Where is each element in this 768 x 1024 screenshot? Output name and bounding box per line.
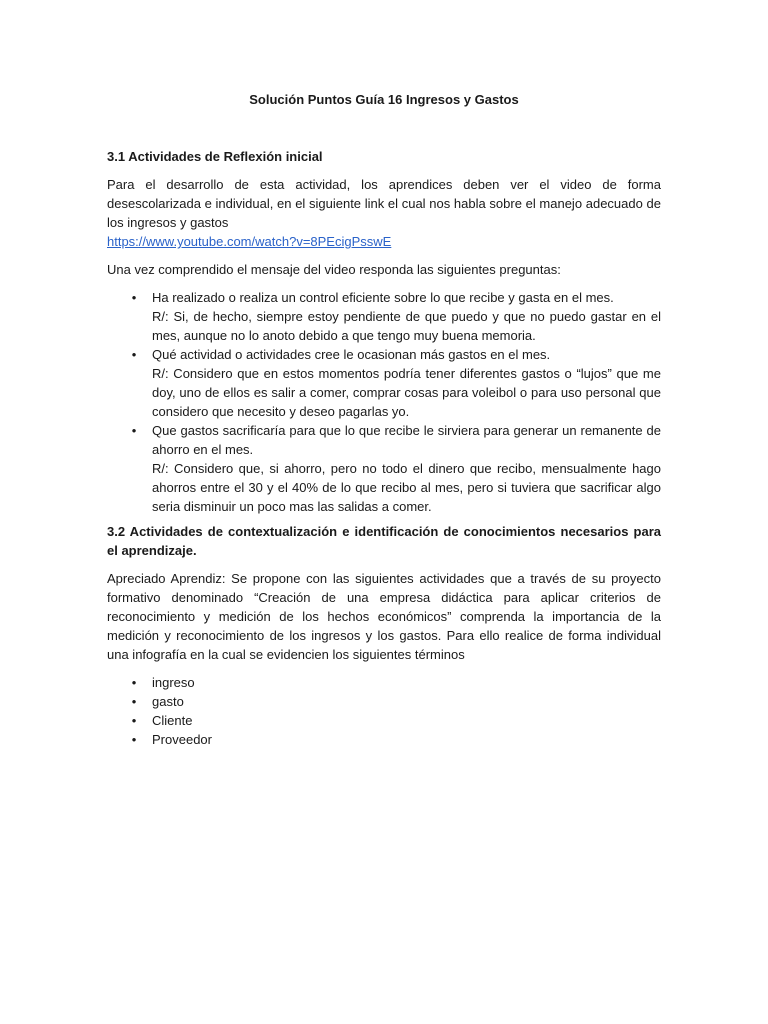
terms-list bbox=[107, 673, 661, 749]
term-text: Proveedor bbox=[152, 732, 212, 747]
bullet-icon: • bbox=[131, 347, 137, 362]
bullet-icon: • bbox=[131, 713, 137, 728]
list-item bbox=[107, 730, 661, 749]
term-text: ingreso bbox=[152, 675, 195, 690]
section-1-heading: 3.1 Actividades de Reflexión inicial bbox=[107, 149, 323, 164]
term-text: gasto bbox=[152, 694, 184, 709]
question-text: Qué actividad o actividades cree le ocasionan más gastos en el mes. bbox=[152, 347, 551, 362]
list-item bbox=[107, 288, 661, 345]
term-text: Cliente bbox=[152, 713, 193, 728]
question-text: Ha realizado o realiza un control eficiente sobre lo que recibe y gasta en el mes. bbox=[152, 290, 614, 305]
list-item bbox=[107, 421, 661, 516]
section-1-prompt: Una vez comprendido el mensaje del video responda las siguientes preguntas: bbox=[107, 262, 561, 277]
bullet-icon: • bbox=[131, 290, 137, 305]
questions-list bbox=[107, 288, 661, 516]
bullet-icon: • bbox=[131, 732, 137, 747]
answer-text: R/: Si, de hecho, siempre estoy pendiente de que puedo y que no puedo gastar en el mes, aunque no lo anoto debido a que tengo muy buena memoria. bbox=[152, 309, 661, 343]
section-2-body: Apreciado Aprendiz: Se propone con las siguientes actividades que a través de su proyecto formativo denominado “Creación de una empresa didáctica para aplicar criterios de reconocimiento y medición de los hechos económicos” comprenda la importancia de la medición y reconocimiento de los ingresos y los gastos. Para ello realice de forma individual una infografía en la cual se evidencien los siguientes términos bbox=[107, 571, 661, 662]
list-item bbox=[107, 345, 661, 421]
document-title: Solución Puntos Guía 16 Ingresos y Gastos bbox=[249, 92, 519, 107]
list-item bbox=[107, 692, 661, 711]
section-2-heading: 3.2 Actividades de contextualización e identificación de conocimientos necesarios para el aprendizaje. bbox=[107, 524, 661, 558]
list-item bbox=[107, 673, 661, 692]
bullet-icon: • bbox=[131, 423, 137, 438]
answer-text: R/: Considero que en estos momentos podría tener diferentes gastos o “lujos” que me doy, uno de ellos es salir a comer, comprar cosas para voleibol o para uso personal que considero que necesito y deseo pagarlas yo. bbox=[152, 366, 661, 419]
question-text: Que gastos sacrificaría para que lo que recibe le sirviera para generar un remanente de ahorro en el mes. bbox=[152, 423, 661, 457]
bullet-icon: • bbox=[131, 694, 137, 709]
bullet-icon: • bbox=[131, 675, 137, 690]
document-content bbox=[107, 90, 661, 755]
intro-text: Para el desarrollo de esta actividad, los aprendices deben ver el video de forma desescolarizada e individual, en el siguiente link el cual nos habla sobre el manejo adecuado de los ingresos y gastos bbox=[107, 177, 661, 230]
answer-text: R/: Considero que, si ahorro, pero no todo el dinero que recibo, mensualmente hago ahorros entre el 30 y el 40% de lo que recibo al mes, pero si tuviera que sacrificar algo seria disminuir un poco mas las salidas a comer. bbox=[152, 461, 661, 514]
list-item bbox=[107, 711, 661, 730]
youtube-link[interactable]: https://www.youtube.com/watch?v=8PEcigPsswE bbox=[107, 234, 392, 249]
section-1-intro bbox=[107, 175, 661, 251]
